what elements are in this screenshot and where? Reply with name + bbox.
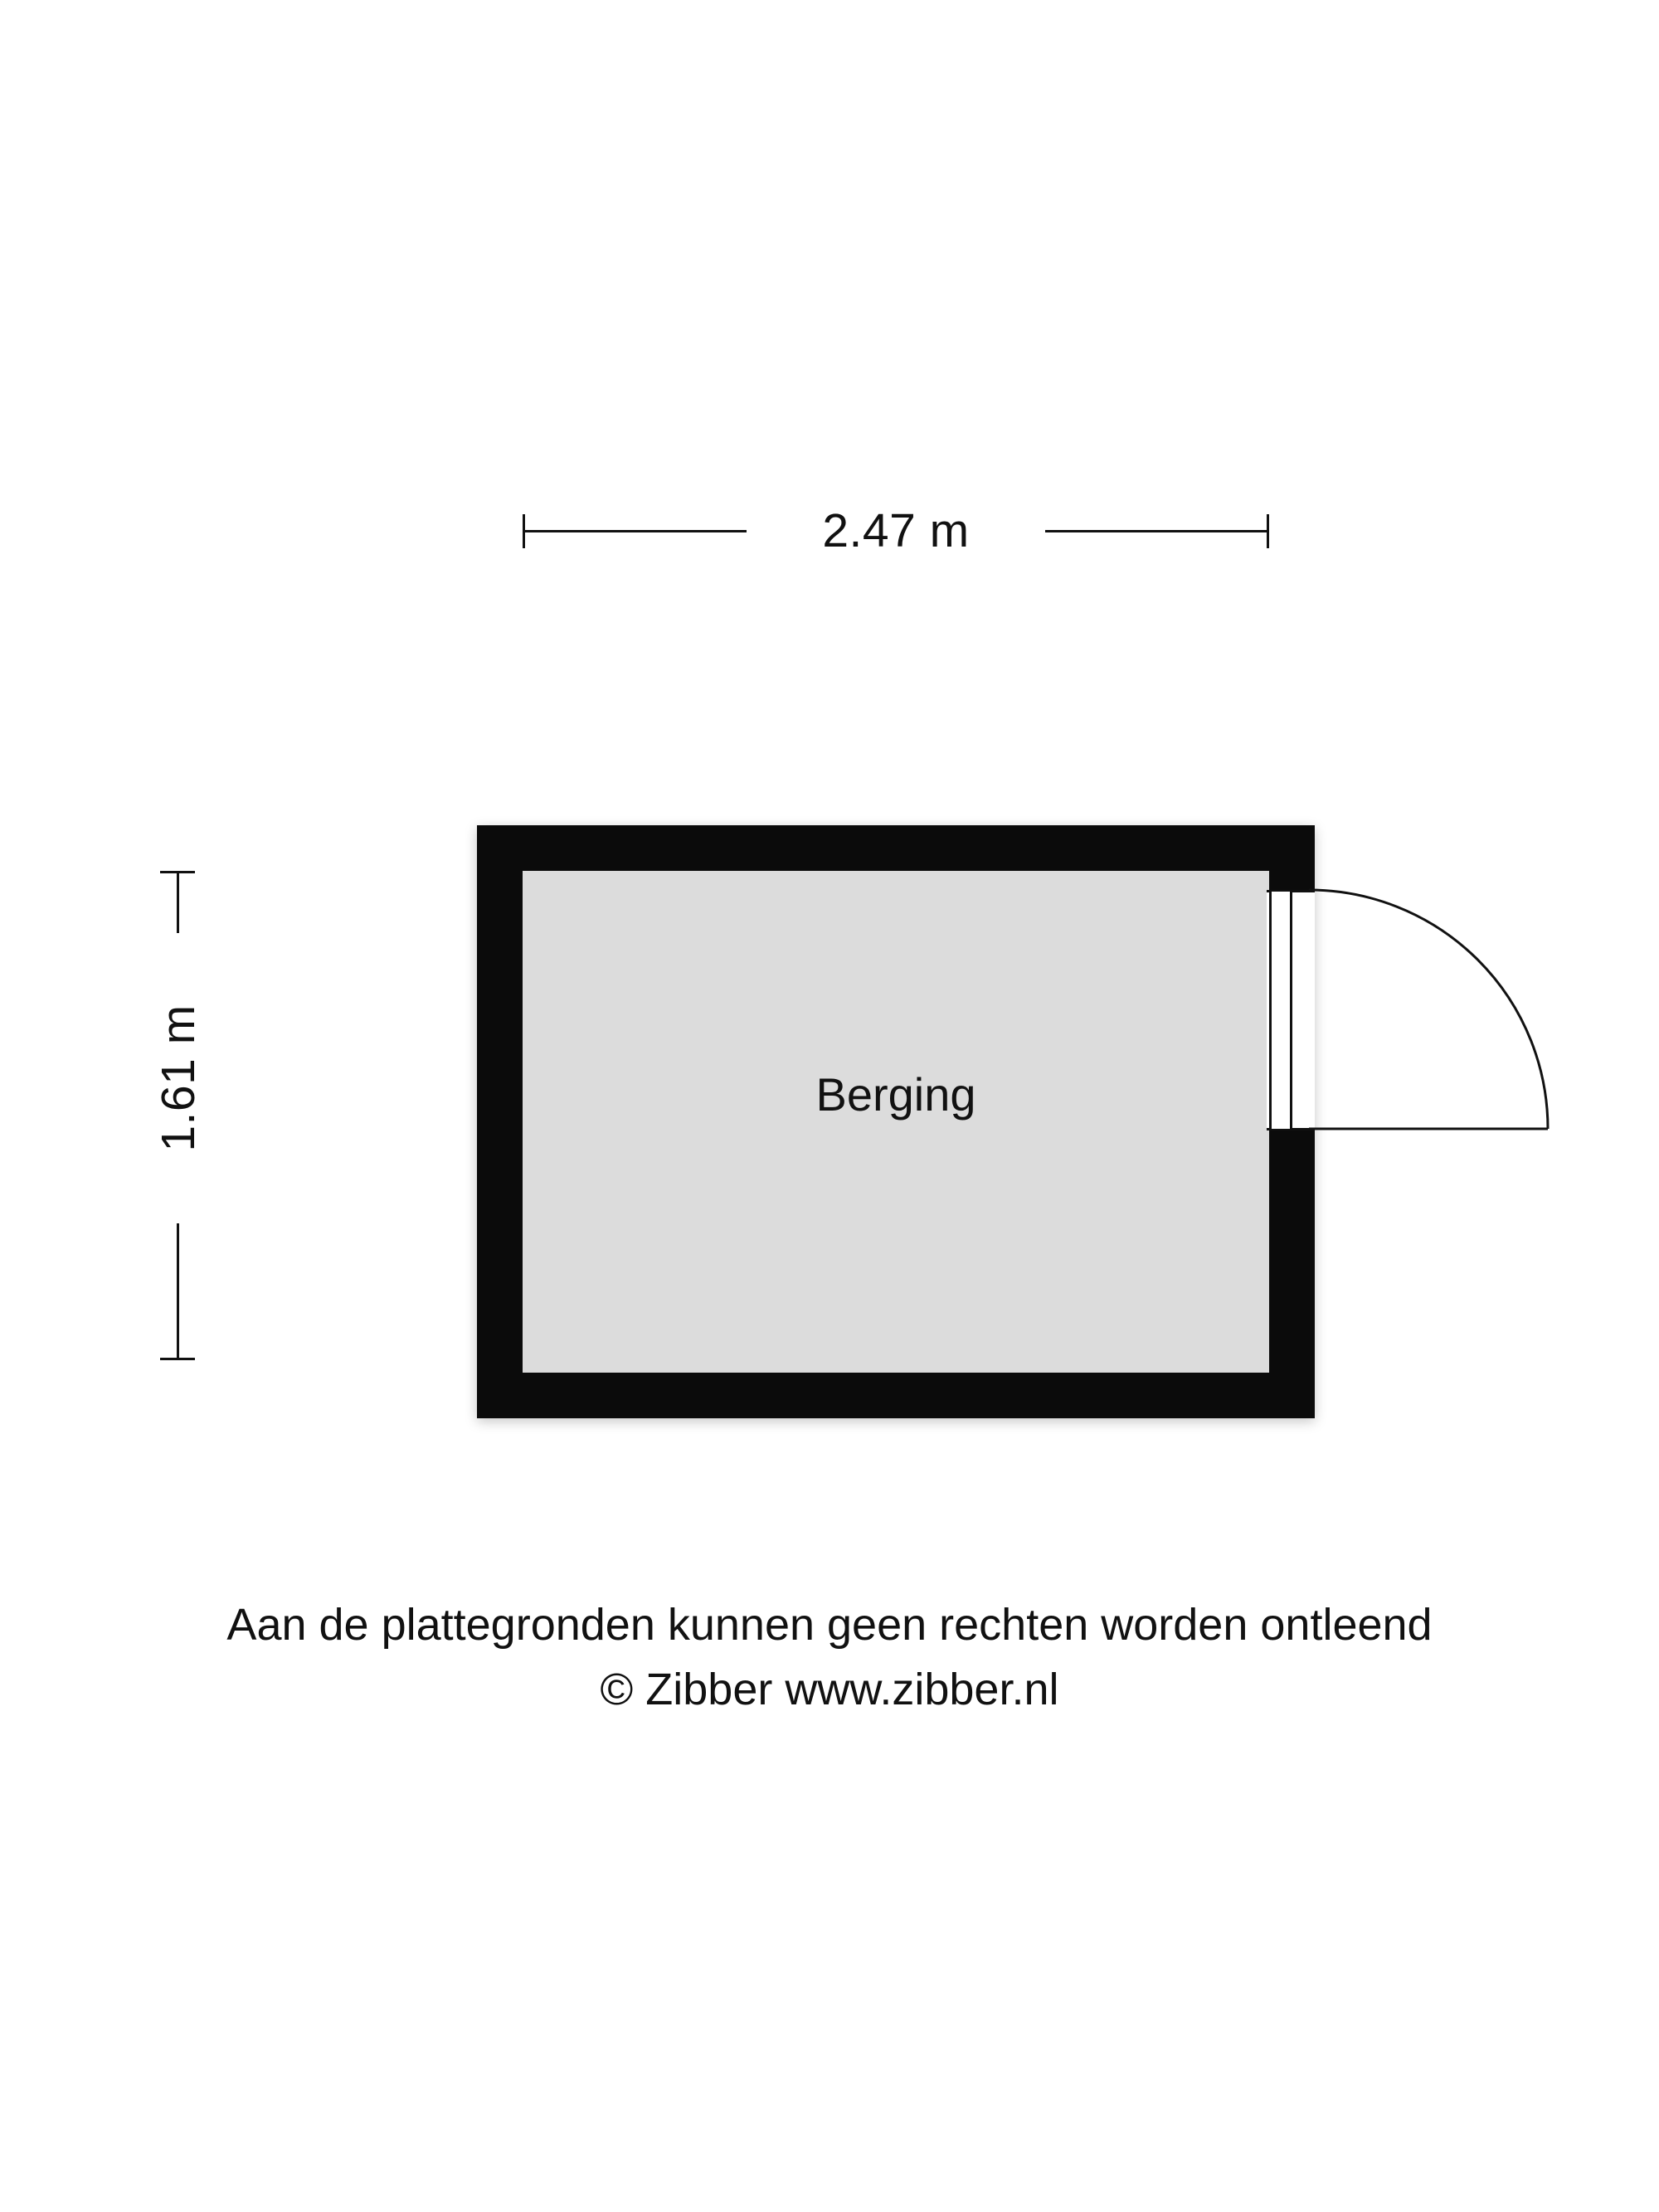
disclaimer-text: Aan de plattegronden kunnen geen rechten worden ontleend [226,1600,1433,1650]
door-swing-arc-icon [1306,887,1555,1136]
height-dimension-label: 1.61 m [145,933,212,1223]
width-dimension [523,498,1269,564]
room-walls [477,825,1315,1418]
height-dimension [141,871,216,1360]
width-dimension-end-right [1267,514,1269,548]
room-berging [477,825,1319,1431]
height-dimension-end-bottom [160,1358,195,1360]
copyright-text: © Zibber www.zibber.nl [600,1665,1059,1714]
room-name-label: Berging [815,1068,976,1121]
door-leaf [1269,892,1292,1129]
width-dimension-label: 2.47 m [747,498,1045,564]
footer-disclaimer [0,1592,1659,1722]
